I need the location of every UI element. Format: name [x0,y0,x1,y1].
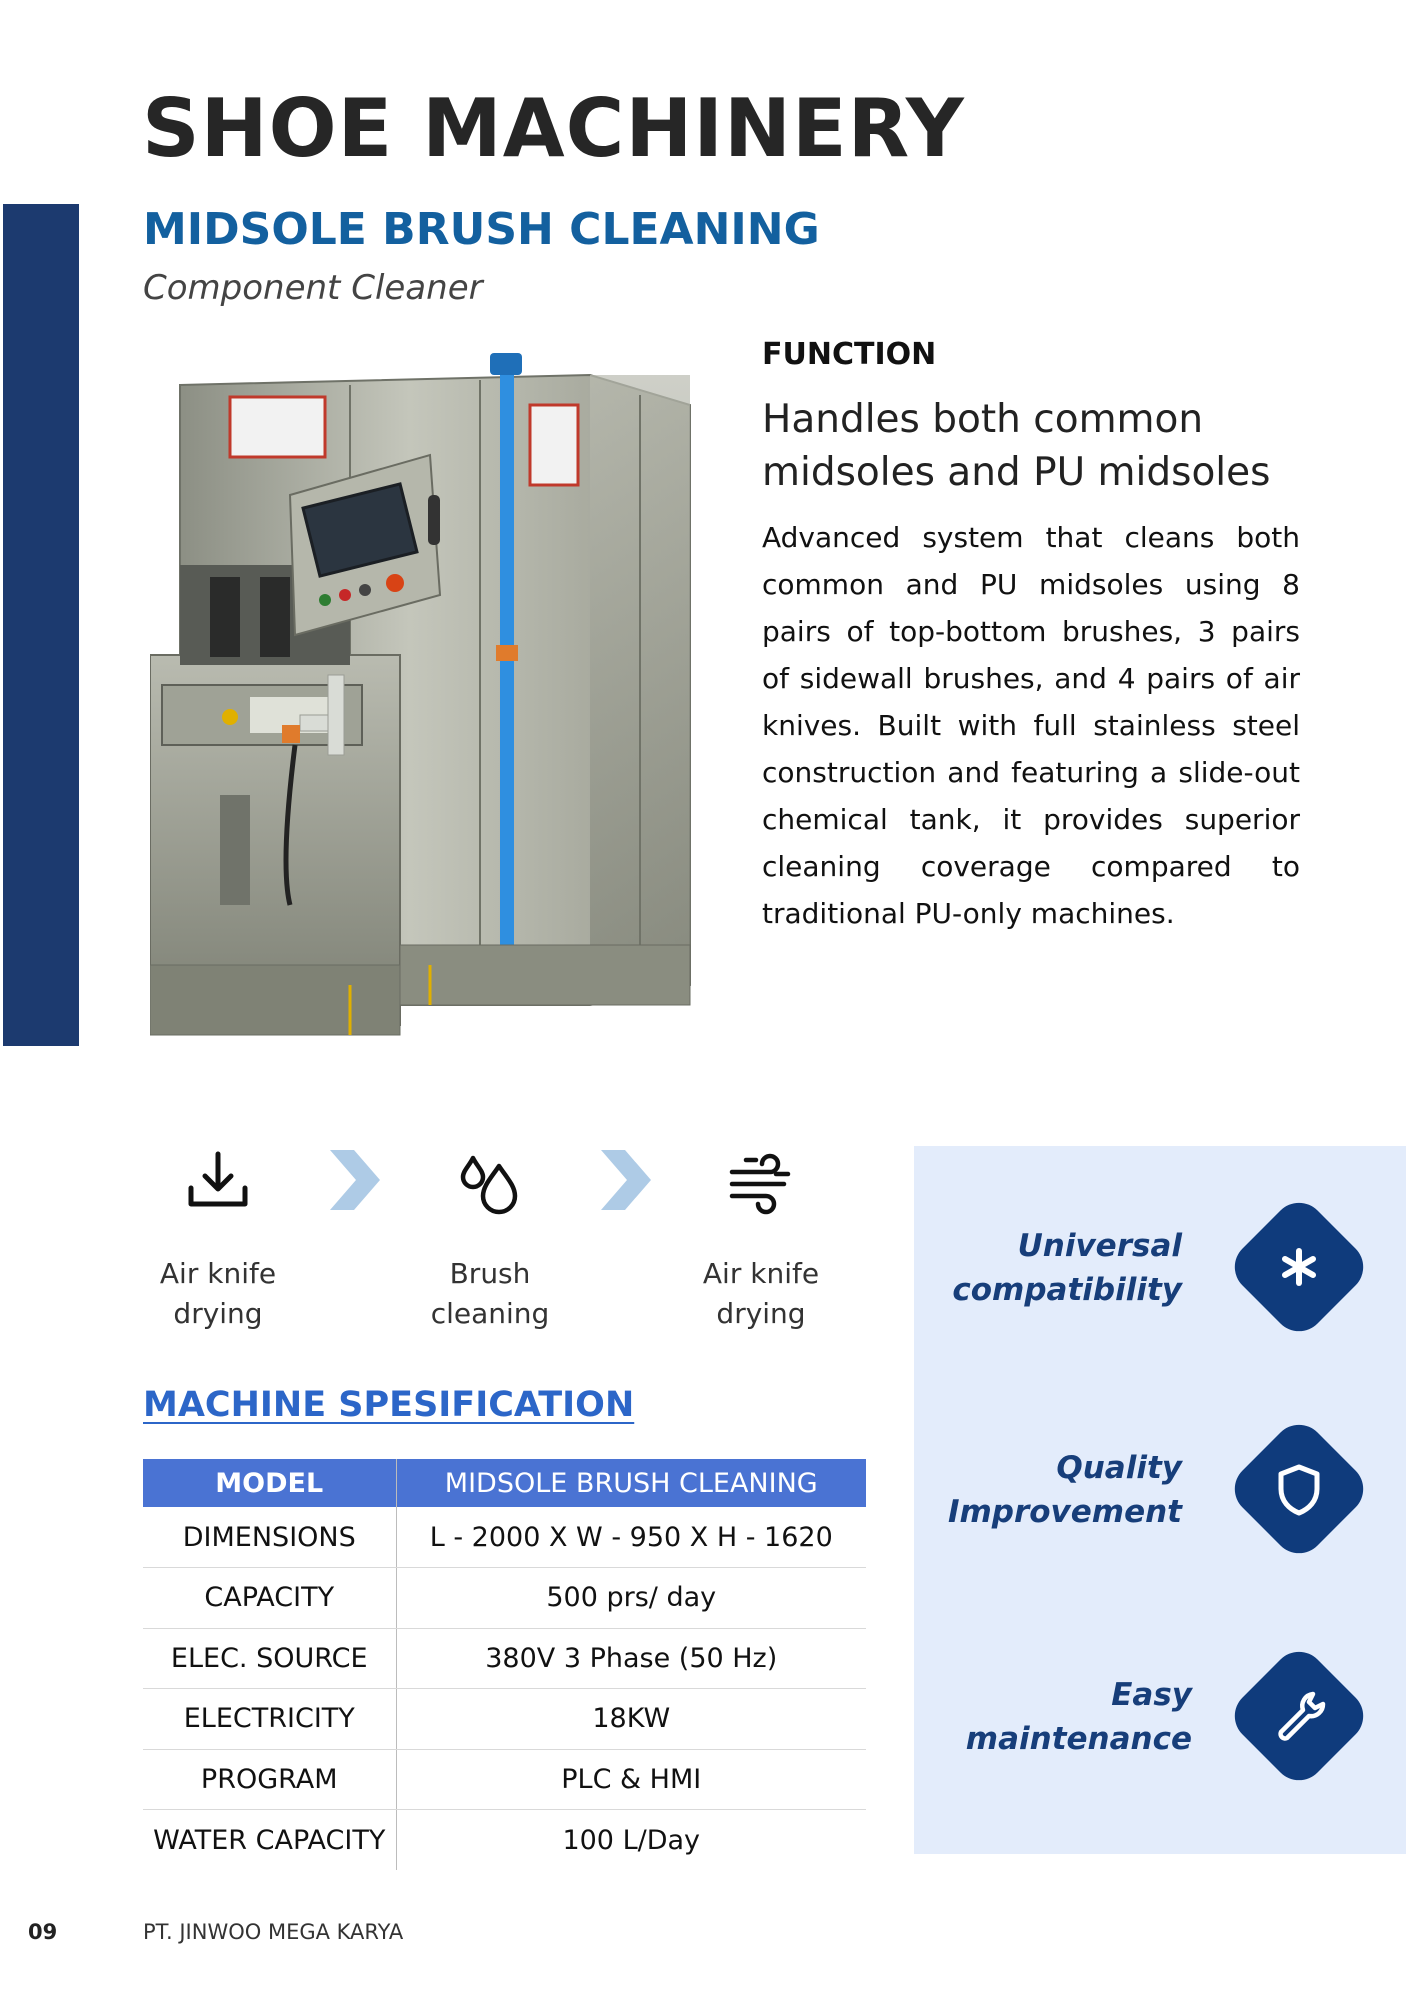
feature-label: Quality Improvement [947,1450,1182,1530]
left-accent-bar [3,204,79,1046]
chevron-right-icon [326,1148,382,1212]
spec-label: ELECTRICITY [143,1689,396,1750]
spec-value: 500 prs/ day [396,1568,866,1629]
spec-label: PROGRAM [143,1749,396,1810]
feature-label: Universal compatibility [952,1228,1182,1308]
table-row [143,1749,866,1810]
spec-value: 100 L/Day [562,1824,701,1856]
features-panel [914,1146,1406,1854]
shield-icon [1263,1453,1335,1525]
table-header-model: MODEL [143,1459,396,1507]
water-drops-icon [455,1146,525,1216]
spec-value: PLC & HMI [396,1749,866,1810]
process-step [671,1146,851,1334]
spec-title: MACHINE SPESIFICATION [143,1385,635,1425]
company-name: PT. JINWOO MEGA KARYA [143,1920,404,1944]
function-headline: Handles both common midsoles and PU midsoles [762,397,1271,495]
spec-table [143,1459,866,1870]
machine-image [150,345,710,1045]
table-row [143,1507,866,1568]
download-icon [183,1146,253,1216]
asterisk-icon [1263,1231,1335,1303]
spec-label: ELEC. SOURCE [143,1628,396,1689]
table-row [143,1628,866,1689]
table-row [143,1810,866,1871]
step-label: Air knife drying [159,1257,277,1330]
process-step [400,1146,580,1334]
process-step [128,1146,308,1334]
product-name: MIDSOLE BRUSH CLEANING [143,204,820,255]
wrench-icon [1263,1680,1335,1752]
function-label: FUNCTION [762,337,937,372]
step-label: Air knife drying [702,1257,820,1330]
step-label: Brush cleaning [430,1257,550,1330]
feature-item [914,1426,1406,1566]
table-header-model-name: MIDSOLE BRUSH CLEANING [396,1459,866,1507]
table-row [143,1568,866,1629]
feature-label: Easy maintenance [965,1677,1192,1757]
feature-item [914,1653,1406,1793]
spec-value: 380V 3 Phase (50 Hz) [396,1628,866,1689]
spec-value: L - 2000 X W - 950 X H - 1620 [396,1507,866,1568]
wind-icon [726,1146,796,1216]
table-row [143,1689,866,1750]
table-header-row [143,1459,866,1507]
product-tagline: Component Cleaner [143,268,483,308]
chevron-right-icon [597,1148,653,1212]
spec-label: WATER CAPACITY [143,1810,396,1871]
page-title: SHOE MACHINERY [142,82,965,175]
spec-value: 18KW [396,1689,866,1750]
function-description: Advanced system that cleans both common and PU midsoles using 8 pairs of top-bottom brushes, 3 pairs of sidewall brushes, and 4 pairs of air knives. Built with full stainless steel construction and featuring a slide-out chemical tank, it provides superior cleaning coverage compared to traditional PU-only machines. [762,521,1300,930]
feature-item [914,1204,1406,1344]
page-number: 09 [28,1920,58,1944]
spec-label: DIMENSIONS [143,1507,396,1568]
spec-label: CAPACITY [143,1568,396,1629]
